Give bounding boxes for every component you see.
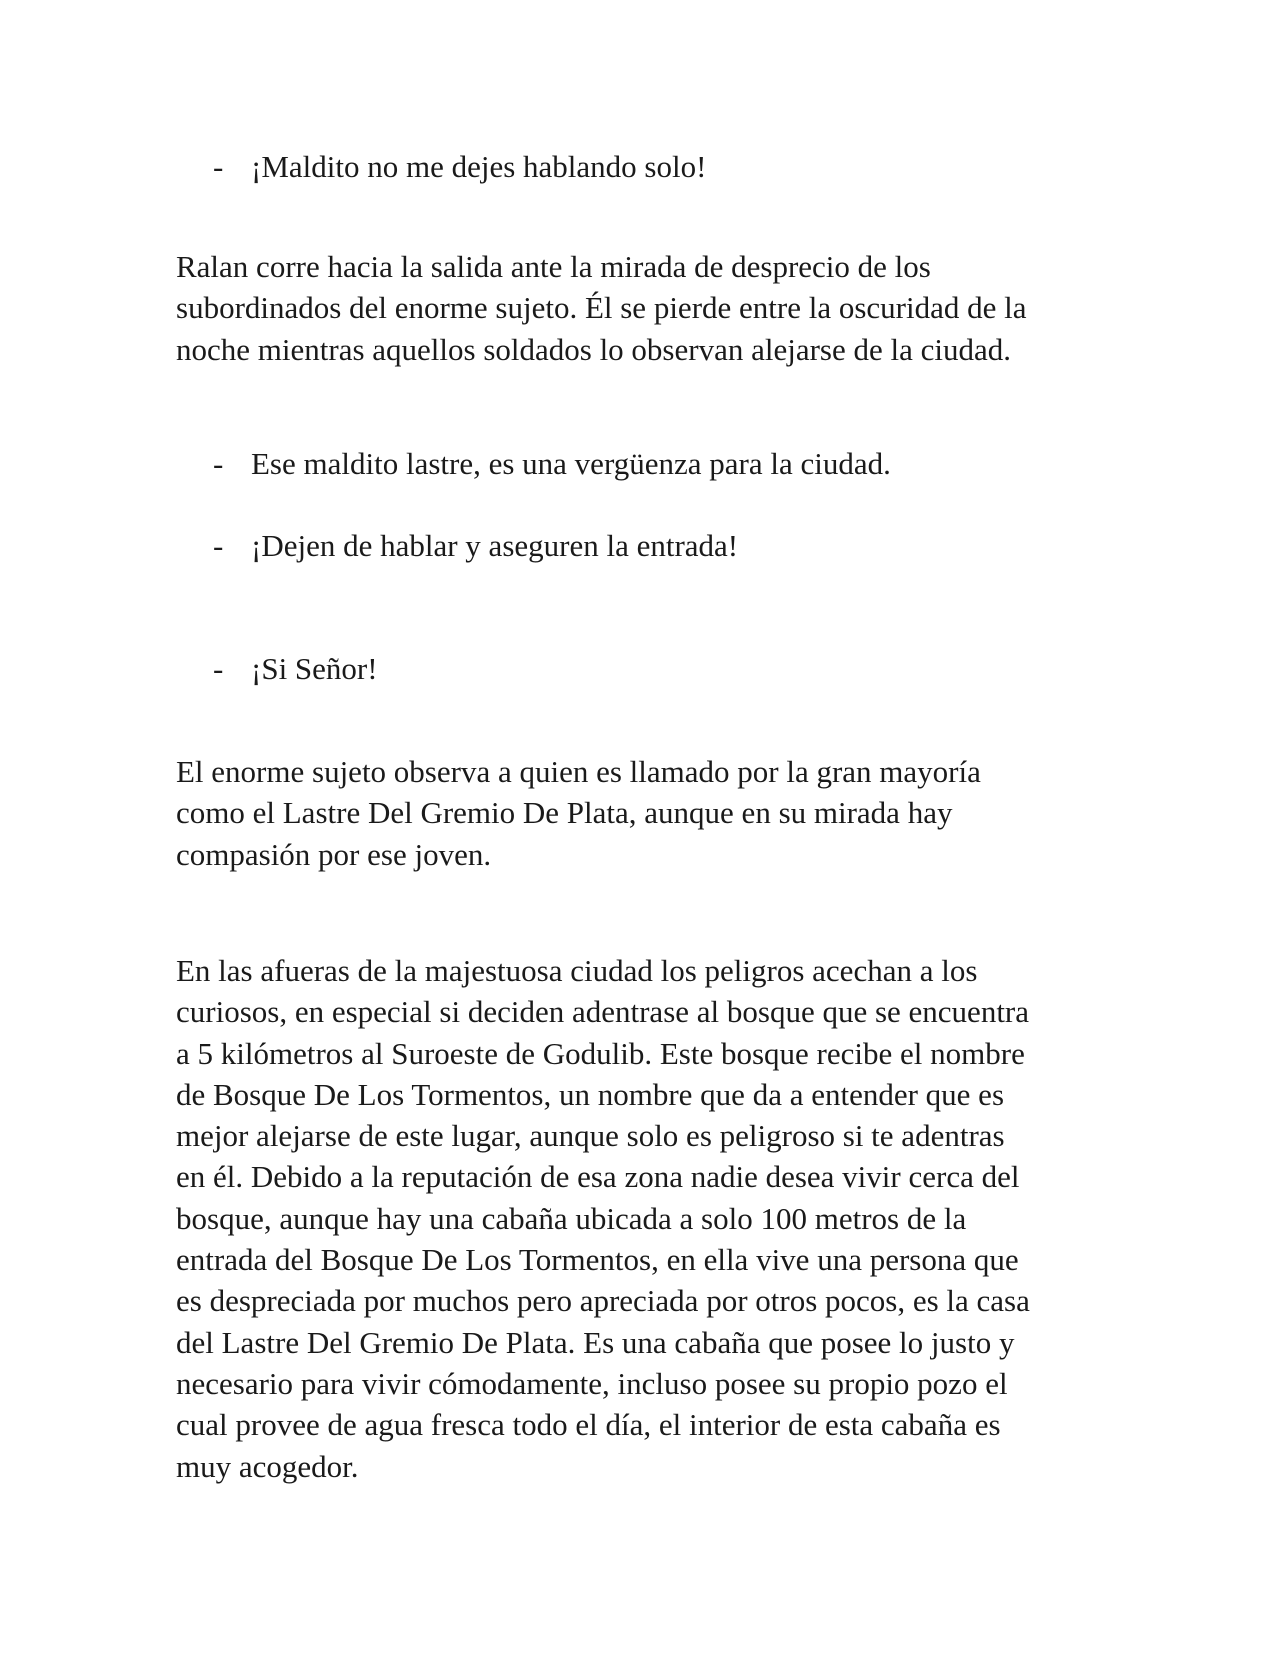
paragraph-line: noche mientras aquellos soldados lo observan alejarse de la ciudad. bbox=[176, 331, 1012, 367]
paragraph-line: muy acogedor. bbox=[176, 1448, 359, 1484]
paragraph-line: curiosos, en especial si deciden adentrase al bosque que se encuentra bbox=[176, 994, 1030, 1030]
paragraph-line: en él. Debido a la reputación de esa zona nadie desea vivir cerca del bbox=[176, 1159, 1020, 1195]
paragraph-line: es despreciada por muchos pero apreciada por otros pocos, es la casa bbox=[176, 1283, 1030, 1319]
dialogue-text: ¡Dejen de hablar y aseguren la entrada! bbox=[251, 528, 739, 563]
paragraph-line: entrada del Bosque De Los Tormentos, en ella vive una persona que bbox=[176, 1242, 1019, 1278]
paragraph-line: de Bosque De Los Tormentos, un nombre que da a entender que es bbox=[176, 1076, 1005, 1112]
paragraph-line: necesario para vivir cómodamente, incluso posee su propio pozo el bbox=[176, 1365, 1008, 1401]
dialogue-text: Ese maldito lastre, es una vergüenza para la ciudad. bbox=[251, 446, 891, 481]
paragraph-line: mejor alejarse de este lugar, aunque solo es peligroso si te adentras bbox=[176, 1118, 1005, 1154]
paragraph-line: a 5 kilómetros al Suroeste de Godulib. Este bosque recibe el nombre bbox=[176, 1035, 1025, 1071]
paragraph-line: del Lastre Del Gremio De Plata. Es una cabaña que posee lo justo y bbox=[176, 1324, 1015, 1360]
paragraph-line: subordinados del enorme sujeto. Él se pierde entre la oscuridad de la bbox=[176, 290, 1027, 326]
dialogue-line bbox=[213, 525, 1113, 566]
paragraph-line: Ralan corre hacia la salida ante la mirada de desprecio de los bbox=[176, 249, 931, 284]
paragraph-line: El enorme sujeto observa a quien es llamado por la gran mayoría bbox=[176, 754, 981, 789]
paragraph-line: En las afueras de la majestuosa ciudad los peligros acechan a los bbox=[176, 953, 978, 988]
dialogue-line bbox=[213, 648, 1113, 689]
paragraph-line: como el Lastre Del Gremio De Plata, aunque en su mirada hay bbox=[176, 795, 953, 831]
dialogue-text: ¡Si Señor! bbox=[251, 651, 378, 686]
dialogue-line bbox=[213, 146, 1113, 187]
dialogue-dash: - bbox=[213, 528, 224, 563]
dialogue-dash: - bbox=[213, 149, 224, 184]
dialogue-dash: - bbox=[213, 446, 224, 481]
paragraph-forest-description bbox=[176, 950, 1111, 1487]
dialogue-dash: - bbox=[213, 651, 224, 686]
paragraph-line: bosque, aunque hay una cabaña ubicada a solo 100 metros de la bbox=[176, 1200, 967, 1236]
paragraph-line: cual provee de agua fresca todo el día, el interior de esta cabaña es bbox=[176, 1407, 1001, 1443]
dialogue-text: ¡Maldito no me dejes hablando solo! bbox=[251, 149, 707, 184]
paragraph-line: compasión por ese joven. bbox=[176, 836, 492, 872]
paragraph-ralan-escape bbox=[176, 246, 1111, 370]
dialogue-line bbox=[213, 443, 1113, 484]
paragraph-lastre-observed bbox=[176, 751, 1111, 875]
